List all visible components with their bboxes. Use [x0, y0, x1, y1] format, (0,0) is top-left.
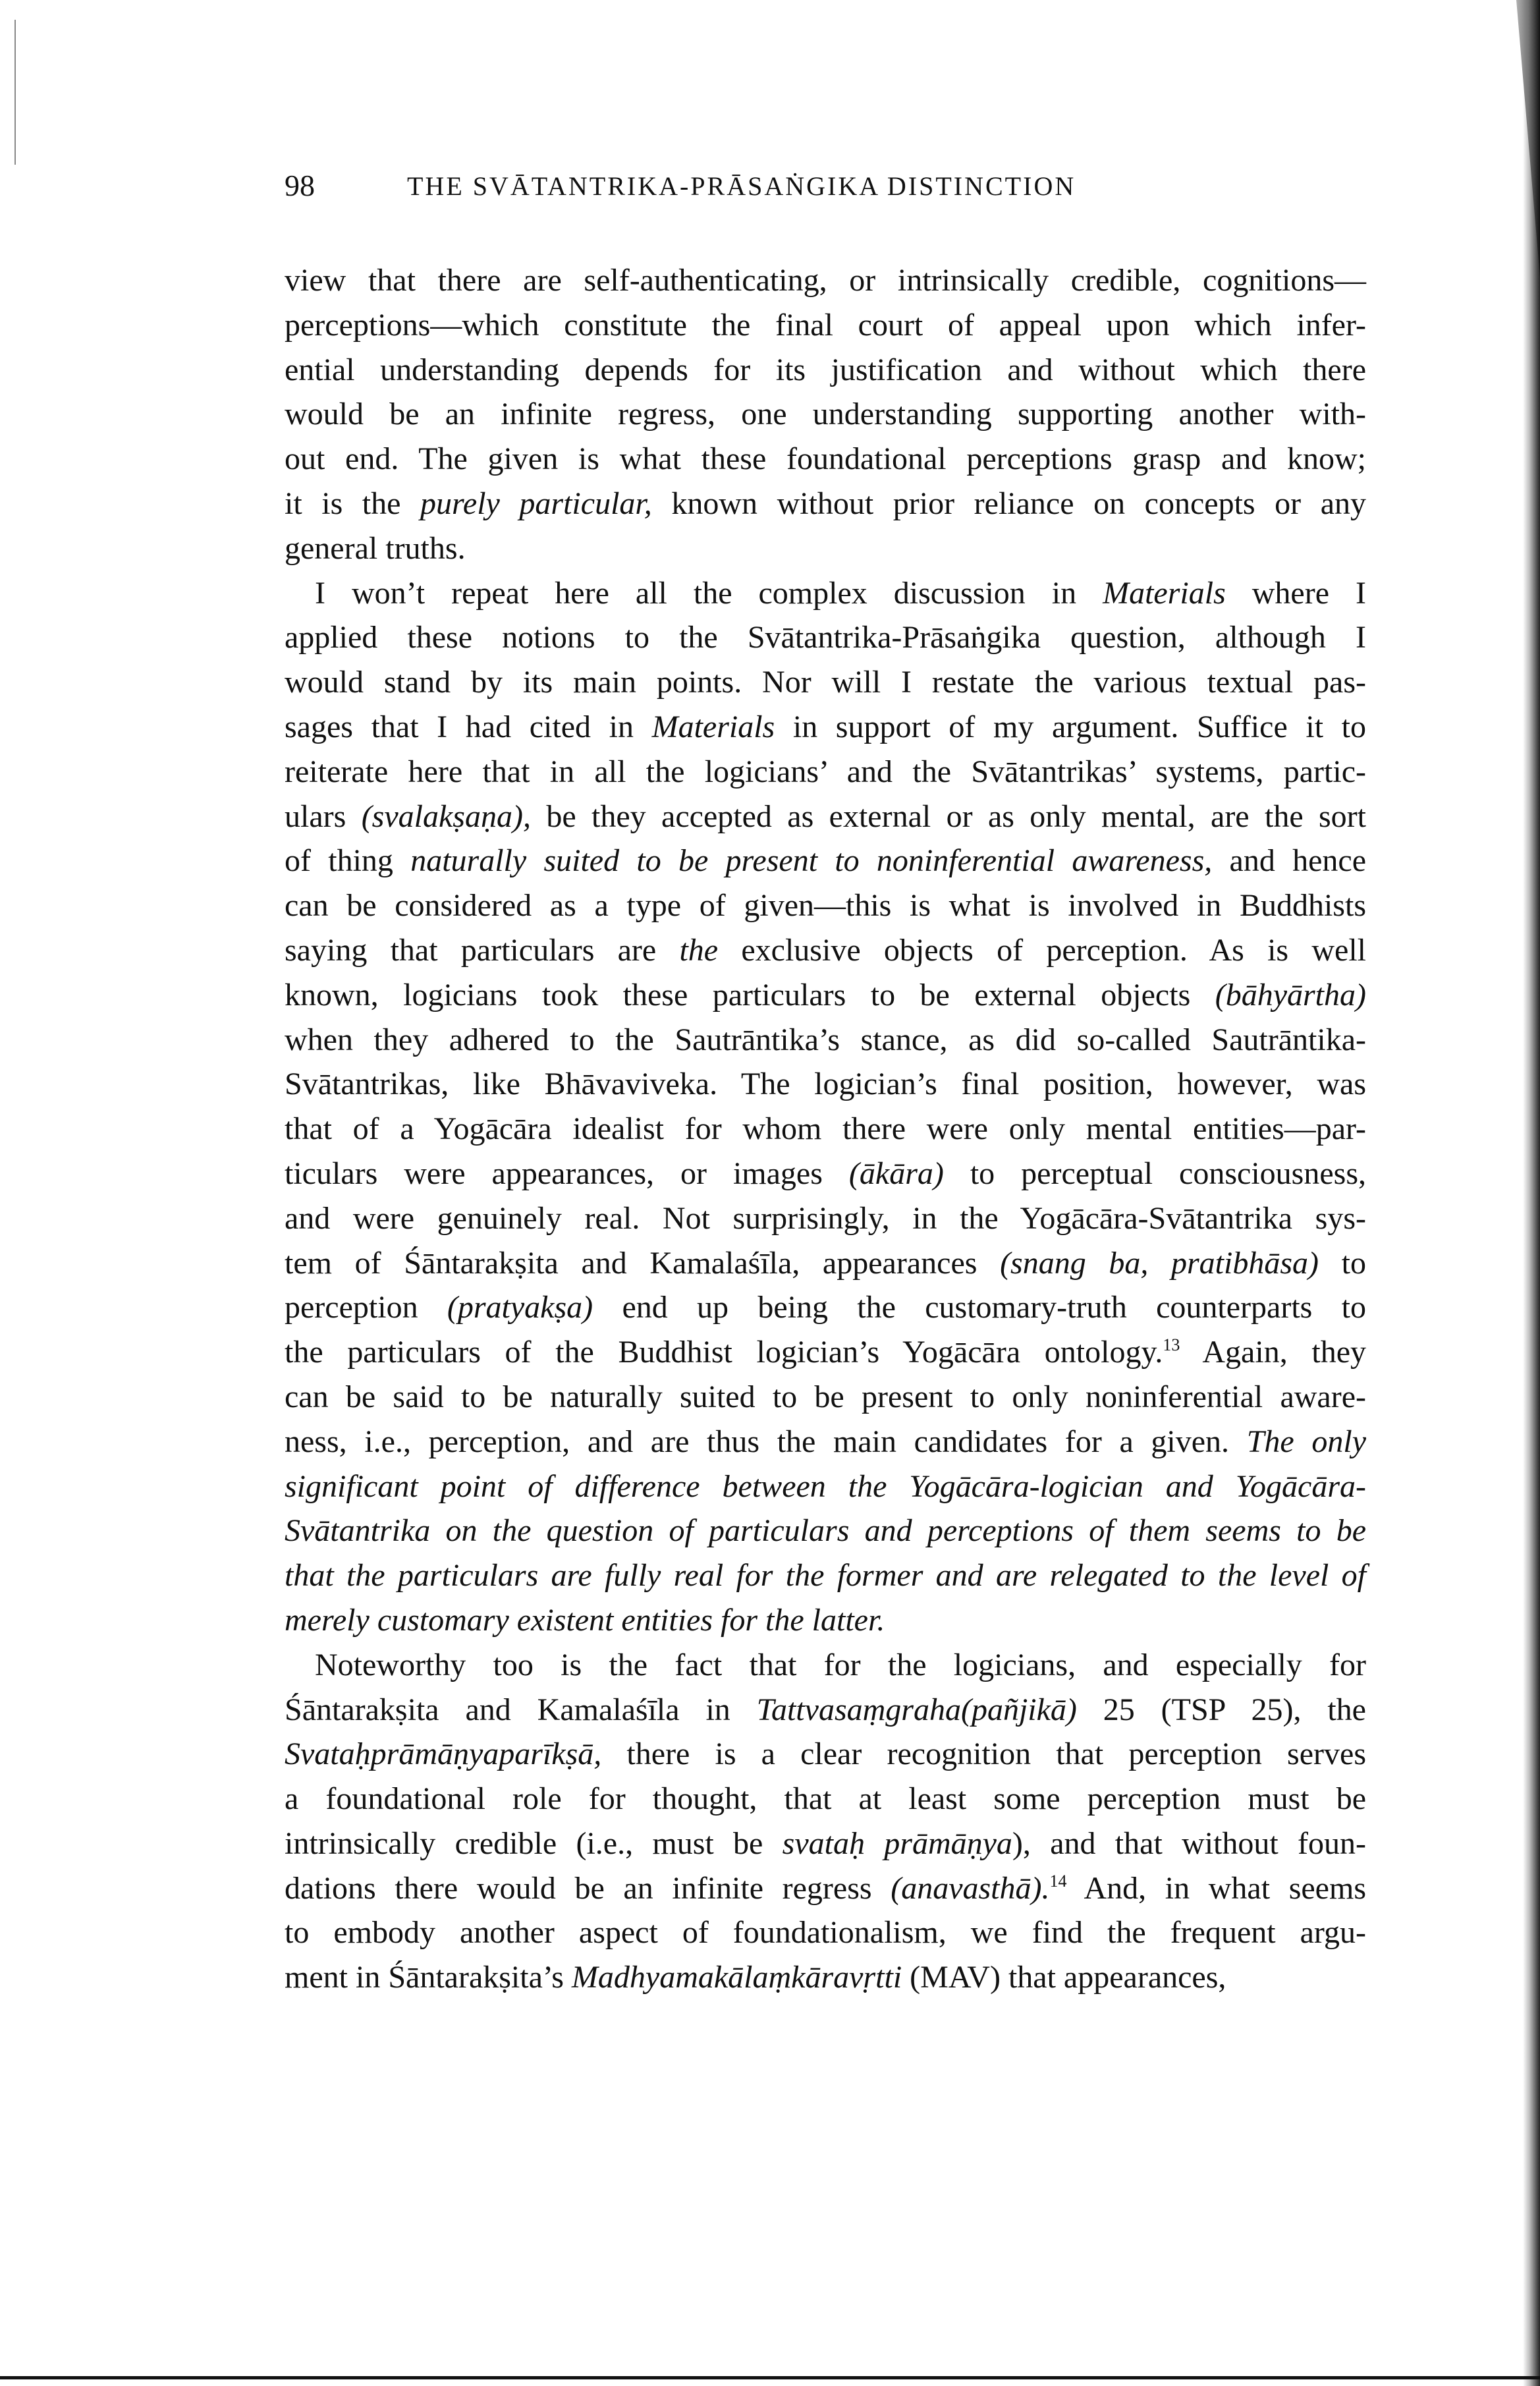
italic-text: (snang ba, pratibhāsa) [1000, 1245, 1319, 1281]
text-segment: intrinsically credible (i.e., must be [285, 1825, 783, 1861]
text-segment: in support of my argument. Suffice it to [775, 709, 1366, 744]
italic-text: (ākāra) [848, 1155, 944, 1191]
text-line [285, 750, 1366, 794]
text-line [285, 1732, 1366, 1777]
italic-text: naturally suited to be present to noninferential awareness, [410, 843, 1213, 879]
text-segment: and were genuinely real. Not surprisingly, in the Yogācāra-Svātantrika sys- [285, 1200, 1366, 1236]
italic-text: (svalakṣaṇa), [361, 798, 531, 834]
italic-text: Svataḥprāmāṇyaparīkṣā, [285, 1736, 602, 1772]
text-line [285, 1688, 1366, 1733]
text-line [285, 839, 1366, 883]
text-segment: (MAV) that appearances, [902, 1960, 1226, 1995]
text-segment: ment in Śāntarakṣita’s [285, 1960, 572, 1995]
text-line [285, 482, 1366, 526]
text-line [285, 1509, 1366, 1553]
italic-text: merely customary existent entities for the latter. [285, 1602, 885, 1638]
italic-text: that the particulars are fully real for the former and are relegated to the level of [285, 1558, 1366, 1594]
page-header [285, 168, 1365, 214]
italic-text: Materials [651, 709, 775, 744]
text-line [285, 1018, 1366, 1063]
text-segment: ulars [285, 798, 362, 834]
text-segment: where I [1225, 575, 1366, 611]
text-line [285, 392, 1366, 437]
text-segment: exclusive objects of perception. As is well [718, 932, 1366, 968]
scan-edge-line [14, 20, 16, 165]
text-line [285, 1375, 1366, 1420]
text-segment: I won’t repeat here all the complex discussion in [315, 575, 1103, 611]
italic-text: Materials [1103, 575, 1226, 611]
text-line [285, 1151, 1366, 1196]
text-line [285, 1553, 1366, 1598]
running-head: THE SVĀTANTRIKA-PRĀSAṄGIKA DISTINCTION [407, 171, 1076, 201]
text-line [285, 348, 1366, 393]
text-line [285, 660, 1366, 705]
text-line [285, 571, 1366, 616]
body-text [285, 258, 1366, 2000]
text-segment: there is a clear recognition that perception serves [601, 1736, 1366, 1772]
text-segment: And, in what seems [1066, 1870, 1366, 1906]
text-line [285, 1598, 1366, 1643]
italic-text: Svātantrika on the question of particulars and perceptions of them seems to be [285, 1513, 1366, 1549]
text-segment: to [1319, 1245, 1366, 1281]
text-segment: known without prior reliance on concepts or any [651, 486, 1367, 521]
italic-text: (anavasthā). [891, 1870, 1050, 1906]
text-line [285, 1866, 1366, 1911]
text-segment: can be considered as a type of given—this is what is involved in Buddhists [285, 888, 1366, 924]
italic-text: Tattvasaṃgraha(pañjikā) [756, 1692, 1077, 1727]
scan-bottom-edge [0, 2376, 1540, 2379]
text-line [285, 437, 1366, 482]
text-line [285, 258, 1366, 303]
text-segment: Noteworthy too is the fact that for the logicians, and especially for [315, 1647, 1366, 1682]
text-segment: would stand by its main points. Nor will I restate the various textual pas- [285, 665, 1366, 700]
italic-text: (pratyakṣa) [447, 1290, 593, 1325]
text-line [285, 1955, 1366, 2000]
text-segment: Again, they [1180, 1335, 1367, 1370]
text-segment: view that there are self-authenticating, or intrinsically credible, cognitions— [285, 263, 1366, 298]
text-line [285, 1196, 1366, 1241]
text-line [285, 1285, 1366, 1330]
text-segment: 25 (TSP 25), the [1076, 1692, 1366, 1727]
text-segment: ), and that without foun- [1012, 1825, 1367, 1861]
footnote-marker: 13 [1163, 1335, 1180, 1355]
footnote-marker: 14 [1049, 1871, 1067, 1891]
text-segment: Svātantrikas, like Bhāvaviveka. The logician’s final position, however, was [285, 1067, 1366, 1102]
text-segment: saying that particulars are [285, 932, 680, 968]
text-line [285, 1062, 1366, 1107]
text-segment: be they accepted as external or as only mental, are the sort [530, 798, 1366, 834]
italic-text: Madhyamakālaṃkāravṛtti [571, 1960, 902, 1995]
text-line [285, 928, 1366, 973]
text-line [285, 1330, 1366, 1375]
text-line [285, 1241, 1366, 1286]
text-segment: applied these notions to the Svātantrika-Prāsaṅgika question, although I [285, 620, 1366, 655]
text-segment: can be said to be naturally suited to be present to only noninferential aware- [285, 1379, 1366, 1414]
text-segment: perceptions—which constitute the final court of appeal upon which infer- [285, 307, 1366, 343]
text-line [285, 1821, 1366, 1866]
text-segment: a foundational role for thought, that at least some perception must be [285, 1781, 1366, 1817]
text-line [285, 526, 1366, 571]
text-line [285, 1464, 1366, 1509]
text-segment: perception [285, 1290, 447, 1325]
text-line [285, 1420, 1366, 1464]
text-segment: to embody another aspect of foundationalism, we find the frequent argu- [285, 1915, 1366, 1951]
text-segment: would be an infinite regress, one understanding supporting another with- [285, 397, 1366, 432]
text-segment: the particulars of the Buddhist logician’s Yogācāra ontology. [285, 1335, 1163, 1370]
text-line [285, 303, 1366, 348]
text-segment: ential understanding depends for its justification and without which there [285, 352, 1366, 387]
text-segment: and hence [1212, 843, 1367, 879]
text-line [285, 1107, 1366, 1151]
text-line [285, 1910, 1366, 1955]
italic-text: purely particular, [420, 486, 652, 521]
text-segment: Śāntarakṣita and Kamalaśīla in [285, 1692, 757, 1727]
text-line [285, 705, 1366, 750]
text-segment: general truths. [285, 530, 466, 566]
book-binding-shadow [1523, 0, 1540, 2386]
text-segment: tem of Śāntarakṣita and Kamalaśīla, appearances [285, 1245, 1001, 1281]
italic-text: The only [1246, 1424, 1367, 1459]
text-segment: known, logicians took these particulars to be external objects [285, 977, 1215, 1013]
text-line [285, 973, 1366, 1018]
text-segment: out end. The given is what these foundational perceptions grasp and know; [285, 441, 1366, 477]
text-segment: when they adhered to the Sautrāntika’s stance, as did so-called Sautrāntika- [285, 1022, 1366, 1057]
text-segment: sages that I had cited in [285, 709, 652, 744]
text-line [285, 1777, 1366, 1821]
text-segment: to perceptual consciousness, [943, 1155, 1366, 1191]
text-segment: of thing [285, 843, 411, 879]
italic-text: the [679, 932, 719, 968]
text-segment: end up being the customary-truth counterparts to [593, 1290, 1366, 1325]
italic-text: significant point of difference between the Yogācāra-logician and Yogācāra- [285, 1468, 1366, 1504]
text-segment: it is the [285, 486, 421, 521]
text-segment: dations there would be an infinite regress [285, 1870, 891, 1906]
page-number: 98 [285, 169, 315, 202]
text-segment: ticulars were appearances, or images [285, 1155, 849, 1191]
italic-text: (bāhyārtha) [1215, 977, 1366, 1013]
italic-text: svataḥ prāmāṇya [782, 1825, 1012, 1861]
text-segment: reiterate here that in all the logicians’ and the Svātantrikas’ systems, partic- [285, 754, 1366, 789]
text-line [285, 794, 1366, 839]
text-line [285, 1643, 1366, 1688]
text-line [285, 615, 1366, 660]
text-segment: that of a Yogācāra idealist for whom there were only mental entities—par- [285, 1111, 1366, 1147]
text-segment: ness, i.e., perception, and are thus the main candidates for a given. [285, 1424, 1247, 1459]
text-line [285, 883, 1366, 928]
